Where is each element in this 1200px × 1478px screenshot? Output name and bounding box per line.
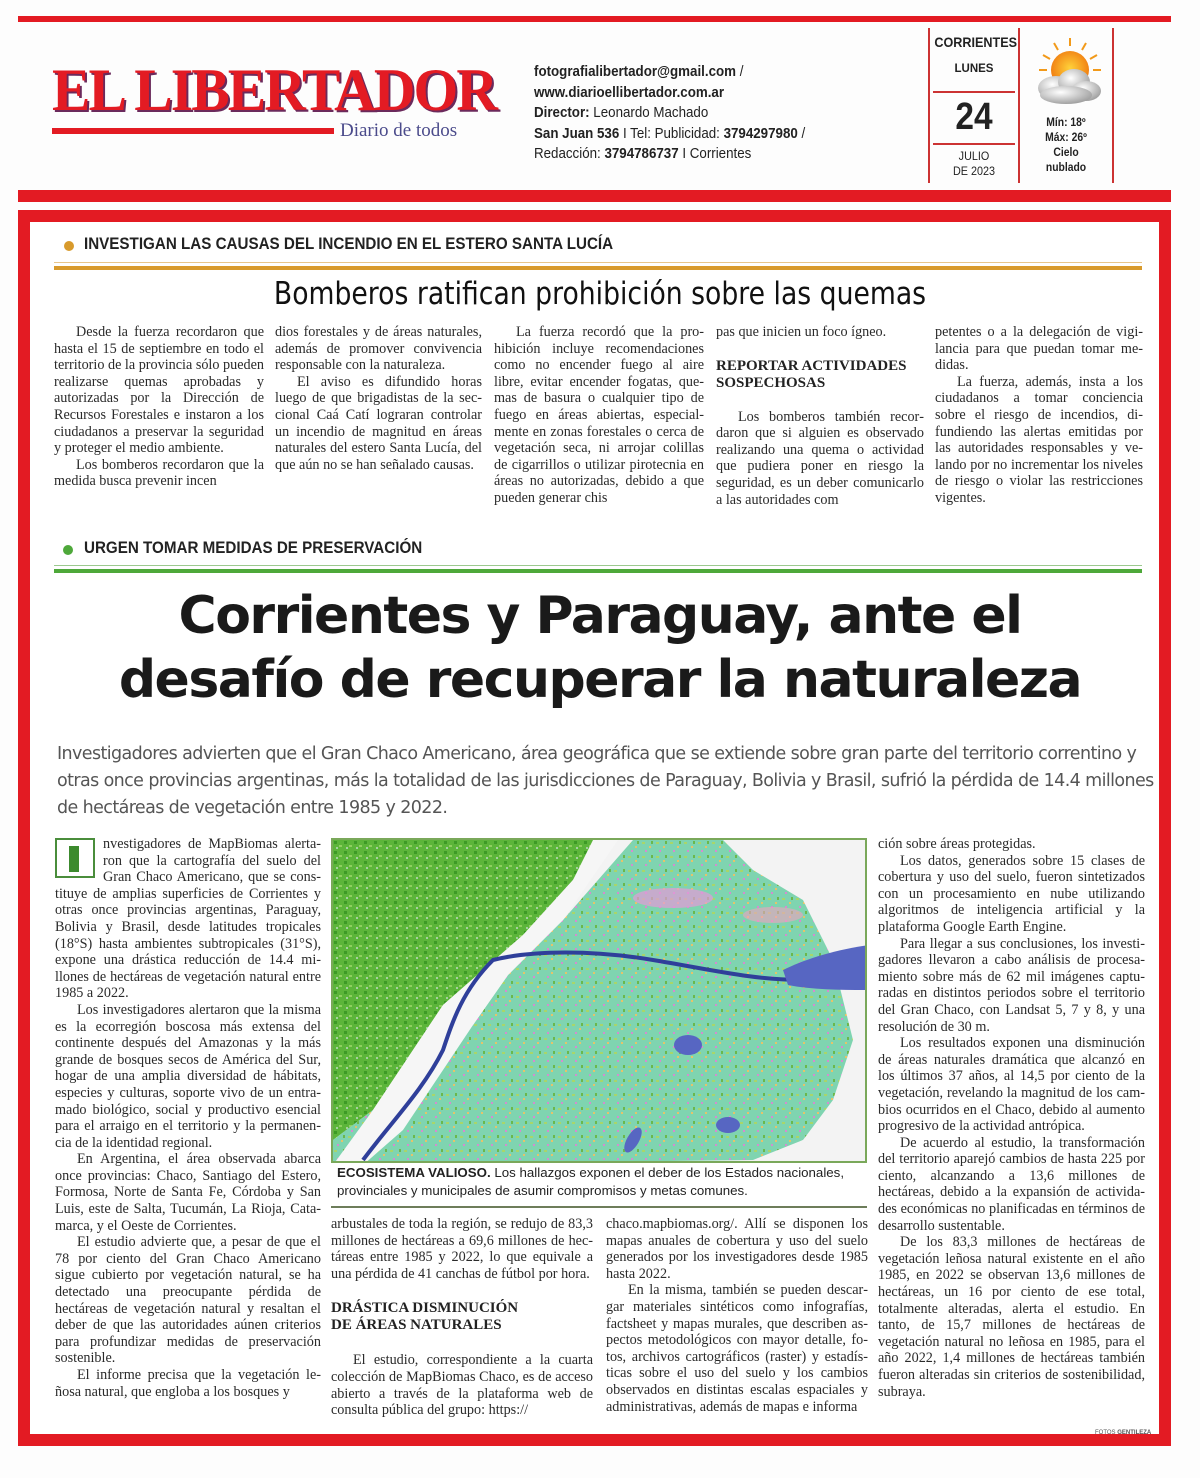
story1-column-3: La fuerza recordó que la prohibición incluye recomendaciones como no encender fuego al aire libre, evitar encender fogatas, quemas de basura o cualquier tipo de fuego en áreas abiertas, especialmente en zonas forestales o cerca de vegetación seca, ni arrojar colillas de cigarrillos o utilizar pirotecnia en áreas no autorizadas, debido a que pueden generar chis — [494, 324, 704, 506]
contact-website-line — [534, 83, 805, 104]
contact-address-line: San Juan 536 I Tel: Publicidad: 3794297980 / — [534, 125, 806, 142]
story1-kicker: INVESTIGAN LAS CAUSAS DEL INCENDIO EN EL ESTERO SANTA LUCÍA — [84, 235, 614, 253]
kicker-rule — [54, 569, 1142, 573]
map-graphic — [333, 840, 867, 1163]
weather-box — [1020, 28, 1114, 183]
map-caption: ECOSISTEMA VALIOSO. Los hallazgos exponen el deber de los Estados nacionales, provinciales y municipales de asumir compromisos y metas comunes. — [337, 1165, 845, 1198]
contact-email-line: fotografialibertador@gmail.com / — [534, 64, 744, 80]
story1-subhead: REPORTAR ACTIVIDADES SOSPECHOSAS — [716, 357, 907, 391]
kicker-bullet-icon — [63, 545, 73, 555]
story2-headline[interactable]: Corrientes y Paraguay, ante el desafío de recuperar la naturaleza — [118, 586, 1082, 710]
story1-column-2: dios forestales y de áreas naturales, además de promover convivencia responsable con la naturaleza. El aviso es difundido horas luego de que brigadistas de la seccional Caá Catí lograran controlar un incendio de magnitud en áreas naturales del estero Santa Lucía, del que aún no se han señalado causas. — [275, 324, 482, 473]
story1-column-1: Desde la fuerza recordaron que hasta el 15 de septiembre en todo el territorio de la provincia sólo pueden realizarse quemas aprobadas y autorizadas por la Dirección de Recursos Forestales e instaron a los ciudadanos a preservar la seguridad y proteger el medio ambiente. Los bomberos recordaron que la medida busca prevenir incen — [54, 324, 264, 490]
kicker-bullet-icon — [64, 241, 74, 251]
date-weekday: LUNES — [954, 63, 994, 75]
story2-column-1: nvestigadores de MapBiomas alertaron que la cartografía del suelo del Gran Chaco Americano, que se constituye de amplias superficies de Corrientes y otras once provincias argentinas, Paraguay, Bolivia y Brasil, desde latitudes tropicales (18°S) hasta ambientes subtropicales (31°S), expone una drástica reducción de 14.4 millones de hectáreas de vegetación natural entre 1985 a 2022. Los investigadores alertaron que la misma es la ecorregión boscosa más extensa del continente después del Amazonas y la más grande de bosques secos de América del Sur, hogar de una amplia diversidad de hábitats, especies y culturas, soporte vivo de un entramado biológico, social y productivo esencial para el arraigo en el territorio y la permanencia de la identidad regional. En Argentina, el área observada abarca once provincias: Chaco, Santiago del Estero, Formosa, Norte de Santa Fe, Córdoba y San Luis, este de Salta, Tucumán, La Rioja, Catamarca, y el Oeste de Corrientes. El estudio advierte que, a pesar de que el 78 por ciento del Gran Chaco Americano sigue cubierto por vegetación natural, se ha detectado una preocupante pérdida de hectáreas de vegetación natural y resaltan el deber de que las autoridades aúnen criterios para profundizar medidas de preservación sostenible. El informe precisa que la vegetación leñosa natural, que engloba a los bosques y — [55, 836, 321, 1400]
contact-address: San Juan 536 — [534, 125, 620, 142]
contact-director-line: Director: Leonardo Machado — [534, 105, 709, 121]
weather-details: Mín: 18º Máx: 26º Cielo nublado — [1025, 116, 1108, 176]
contact-email[interactable]: fotografialibertador@gmail.com — [534, 64, 737, 80]
weather-min: Mín: 18º — [1046, 117, 1086, 129]
logo-underline — [52, 128, 334, 134]
caption-rule — [331, 1206, 867, 1208]
caption-title: ECOSISTEMA VALIOSO. — [337, 1165, 491, 1180]
kicker-rule — [54, 266, 1142, 270]
weather-condition: Cielo — [1053, 147, 1079, 159]
weather-max: Máx: 26º — [1045, 132, 1087, 144]
logo-tagline: Diario de todos — [340, 120, 458, 141]
kicker-rule — [54, 565, 1142, 566]
newspaper-logo[interactable] — [52, 57, 497, 150]
story2-subhead: DRÁSTICA DISMINUCIÓN DE ÁREAS NATURALES — [331, 1300, 519, 1334]
story2-column-2: arbustales de toda la región, se redujo de 83,3 millones de hectáreas a 69,6 millones de hectáreas entre 1985 y 2022, lo que equivale a una pérdida de 41 canchas de fútbol por hora. DRÁSTICA DISMINUCIÓN DE ÁREAS NATURALES El estudio, correspondiente a la cuarta colección de MapBiomas Chaco, es de acceso abierto a través de la plataforma web de consulta pública del grupo: https:// — [331, 1216, 593, 1419]
date-day: 24 — [955, 96, 993, 138]
contact-info — [534, 62, 805, 165]
story2-deck: Investigadores advierten que el Gran Chaco Americano, área geográfica que se extiende sobre gran parte del territorio correntino y otras once provincias argentinas, más la totalidad de las jurisdicciones de Paraguay, Bolivia y Brasil, sufrió la pérdida de 14.4 millones de hectáreas de vegetación entre 1985 y 2022. — [57, 744, 1154, 818]
partly-cloudy-icon — [1026, 36, 1106, 108]
masthead-top-rule — [18, 16, 1171, 22]
story2-kicker: URGEN TOMAR MEDIDAS DE PRESERVACIÓN — [84, 539, 423, 557]
date-box — [928, 28, 1020, 183]
photo-credit: FOTOS GENTILEZA — [1095, 1430, 1152, 1436]
director-name: Leonardo Machado — [589, 105, 709, 121]
chaco-land-cover-map-image[interactable] — [331, 838, 867, 1163]
dropcap-letter — [55, 838, 95, 878]
contact-website[interactable]: www.diarioellibertador.com.ar — [534, 84, 725, 101]
masthead-bottom-rule — [18, 190, 1171, 202]
story1-headline[interactable]: Bomberos ratifican prohibición sobre las quemas — [273, 276, 927, 312]
kicker-rule — [54, 262, 1142, 263]
date-divider — [933, 143, 1015, 145]
story2-column-3: chaco.mapbiomas.org/. Allí se disponen los mapas anuales de cobertura y uso del suelo generados por los investigadores desde 1985 hasta 2022. En la misma, también se pueden descargar materiales sintéticos como infografías, factsheet y mapas murales, que describen aspectos metodológicos con mayor detalle, fotos, archivos cartográficos (raster) y estadísticas sobre el uso del suelo y los cambios observados en distintas escalas espaciales y administrativas, además de mapas e informa — [606, 1216, 868, 1415]
tel-redaccion: 3794786737 — [604, 146, 679, 162]
logo-wordmark: EL LIBERTADOR — [52, 57, 497, 123]
story1-column-4: pas que inicien un foco ígneo. REPORTAR ACTIVIDADES SOSPECHOSAS Los bomberos también recordaron que si alguien es observado realizando una quema o actividad que pudiera poner en riesgo la seguridad, es un deber comunicarlo a las autoridades com — [716, 324, 924, 508]
story2-column-4: ción sobre áreas protegidas. Los datos, generados sobre 15 clases de cobertura y uso del suelo, fueron sintetizados con un procesamiento en nube utilizando algoritmos de inteligencia artificial y la plataforma Google Earth Engine. Para llegar a sus conclusiones, los investigadores llevaron a cabo análisis de procesamiento sobre más de 62 mil imágenes capturadas en distintos periodos sobre el territorio del Gran Chaco, con Landsat 5, 7 y 8, y una resolución de 30 m. Los resultados exponen una disminución de áreas naturales dramática que alcanzó en los últimos 37 años, al 14,5 por ciento de la vegetación, revelando la magnitud de los cambios ocurridos en el Chaco, debido al aumento progresivo de la actividad antrópica. De acuerdo al estudio, la transformación del territorio aparejó cambios de hasta 225 por ciento, alcanzando a 13,6 millones de hectáreas, debido a la expansión de actividades económicas no planificadas en términos de desarrollo sustentable. De los 83,3 millones de hectáreas de vegetación leñosa natural existente en el año 1985, en 2022 se observan 13,6 millones de hectáreas, un 16 por ciento de ese total, totalmente alteradas, alerta el estudio. En tanto, de 15,7 millones de hectáreas de vegetación natural no leñosa en 1985, para el año 2022, 1,4 millones de hectáreas también fueron alteradas sin criterios de sostenibilidad, subraya. — [878, 836, 1145, 1400]
date-city: CORRIENTES — [934, 34, 1018, 50]
tel-publicidad: 3794297980 — [723, 125, 798, 142]
story1-column-5: petentes o a la delegación de vigilancia para que puedan tomar medidas. La fuerza, además, insta a los ciudadanos a tomar conciencia sobre el riesgo de incendios, difundiendo las alertas emitidas por las autoridades responsables y velando por no incrementar los niveles de riesgo o violar las restricciones vigentes. — [935, 324, 1143, 506]
contact-redaccion-line: Redacción: 3794786737 I Corrientes — [534, 146, 752, 162]
date-month: JULIO DE 2023 — [952, 149, 996, 178]
